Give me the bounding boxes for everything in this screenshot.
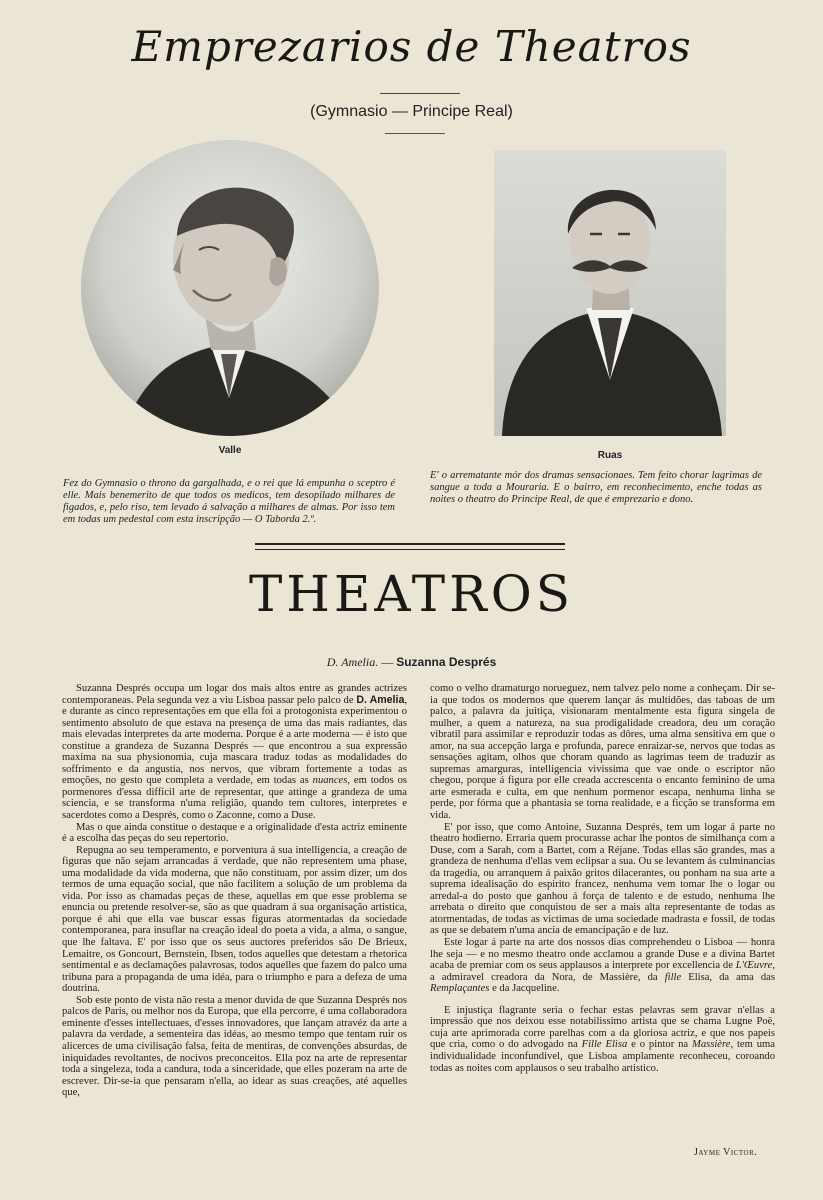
article-text-italic: fille — [664, 971, 682, 983]
caption-name-ruas: Ruas — [597, 450, 623, 461]
article-text: Suzanna Després occupa um logar dos mais altos entre as grandes actrizes contemporaneas. Pela segunda vez a viu Lisboa passar pelo palco de — [62, 683, 407, 706]
subtitle-rule — [385, 133, 445, 134]
article-text-italic: Fille Elisa — [581, 1039, 628, 1051]
article-text-italic: Massière — [692, 1039, 731, 1051]
section-divider-thin — [255, 549, 565, 550]
portrait-ruas-image — [494, 150, 726, 436]
article-text: , a admiravel creadora da Nora, de Massière, da — [430, 960, 775, 983]
article-paragraph — [62, 683, 407, 822]
article-column-right — [430, 683, 775, 1074]
article-dash: — — [378, 655, 397, 669]
caption-name-valle: Valle — [218, 445, 242, 456]
article-paragraph: como o velho dramaturgo norueguez, nem talvez pelo nome a conheçam. Dir se-ia que todos os modernos que querem lançar ás multidões, das taboas de um palco, a palavra da juitiça, visionaram mentalmente esta figura singela de mulher, a quem a natureza, na sua prodigalidade creadora, deu um coração vibratil para assimilar e reproduzir todas as dôres, uma alma sensitiva em que o amor, na sua accepção larga e profunda, parece enraizar-se, nervos que todas as sensações agitam, olhos que choram quando as lagrimas teem de traduzir as supremas amarguras, intelligencia vivissima que vae onde o escriptor não chegou, porque á figura por elle creada accrescenta o encanto feminino de uma arte esmerada e culta, em que nenhum pormenor escapa, nenhuma linha se perde, por fórma que a phantasia se torna realidade, e a ficção se transforma em vida. — [430, 683, 775, 822]
section-divider — [255, 543, 565, 545]
article-text: e o pintor na — [627, 1039, 692, 1051]
page-subtitle: (Gymnasio — Principe Real) — [310, 103, 513, 120]
article-text-italic: nuances — [312, 775, 348, 787]
article-paragraph: Sob este ponto de vista não resta a menor duvida de que Suzanna Després nos palcos de Paris, ou melhor nos da Europa, que ella percorre, é uma collaboradora eminente d'esses intellectuaes, d'esses innovadores, que lançam atravéz da arte a palavra da verdade, a sementeira das idéas, ao mesmo tempo que tentam ruir os alicerces de uma civilisação falsa, feita de mentiras, de convenções absurdas, de iniquidades revoltantes, de nocivos preconceitos. Ella poz na arte de representar toda a singeleza, toda a candura, toda a sinceridade, que elles pozeram na arte de escrever. Dir-se-ia que pensaram n'ella, ao idear as suas creações, até aquelles que, — [62, 994, 407, 1099]
article-paragraph: E' por isso, que como Antoine, Suzanna Després, tem um logar á parte no theatro hodierno. Erraria quem procurasse achar lhe pontos de similhança com a Duse, com a Sarah, com a Bartet, com a Réjane. Todas ellas são grandes, mas a grandeza de nenhuma d'ellas vem eclipsar a sua. Ou se levantem ás culminancias da tragedia, ou arranquem á paixão gritos dilacerantes, ou ponham na sua arte a suprema idealisação do espirito francez, nenhuma vem tomar lhe o logar ou arredal-a do posto que ganhou á força de talento e de estudo, nenhuma lhe arrebata o direito que conquistou de ser a mais alta representante de todas as atormentadas, de todas as victimas de uma sociedade madrasta e fossil, de todas as que se debatem n'uma ancia de emancipação e de luz. — [430, 821, 775, 937]
article-text: Este logar á parte na arte dos nossos dias comprehendeu o Lisboa — honra lhe seja — e no mesmo theatro onde acclamou a grande Duse e a divina Bartet acaba de premiar com os seus applausos a interprete por excellencia de — [430, 937, 775, 972]
article-text: e da Jacqueline. — [489, 983, 560, 995]
article-venue: D. Amelia. — [326, 655, 379, 669]
title-rule — [380, 93, 460, 94]
article-text-bold: D. Amelia — [356, 693, 405, 706]
article-text-italic: L'Œuvre — [735, 960, 773, 972]
article-paragraph — [430, 1005, 775, 1074]
article-text: , e durante as cinco representações em que ella foi a protogonista experimentou o sentimento absoluto de que estava na presença de uma das mais radiantes, das mais elevadas interpretes da arte moderna. Porque é a arte moderna — é isto que constitue a grandeza de Suzanna Després — que encontrou a sua expressão maxima na sua physionomia, cuja mascara traduz todas as modalidades do soffrimento e da angustia, nos nervos, que vibram fortemente a todas as emoções, no gesto que completa a verdade, em todas as — [62, 694, 407, 787]
article-heading — [0, 655, 823, 670]
portrait-valle-photo — [81, 140, 379, 436]
article-paragraph — [430, 937, 775, 995]
article-paragraph: Mas o que ainda constitue o destaque e a originalidade d'esta actriz eminente é a escolha das peças do seu repertorio. — [62, 821, 407, 845]
article-actress: Suzanna Després — [396, 655, 497, 669]
caption-text-valle: Fez do Gymnasio o throno da gargalhada, e o rei que lá empunha o sceptro é elle. Mais benemerito de que todos os medicos, tem desopilado milhares de figados, e, pelo riso, tem levado á salvação a milhares de almas. Por isso tem em todas um pedestal com esta inscripção — O Taborda 2.º. — [63, 478, 395, 525]
portrait-ruas-photo — [494, 150, 726, 436]
caption-text-ruas: E' o arrematante mór dos dramas sensacionaes. Tem feito chorar lagrimas de sangue a toda a Mouraria. E o bairro, em reconhecimento, enche todas as noites o theatro do Principe Real, de que é emprezario e dono. — [430, 470, 762, 505]
portrait-valle-image — [81, 140, 379, 436]
page-title: Emprezarios de Theatros — [131, 22, 692, 71]
article-text: , em todos os pormenores d'essa difficil arte de representar, que attinge a grandeza de uma sciencia, e se transforma n'uma religião, quando tem cultores, interpretes e sacerdotes como a Després, como o Zaconne, como a Duse. — [62, 775, 407, 822]
article-column-left — [62, 683, 407, 1099]
article-text: E injustiça flagrante seria o fechar estas pelavras sem gravar n'ellas a impressão que nos deixou esse notabilissimo artista que se chama Lugne Poë, cuja arte aprimorada corre parelhas com a da gloriosa actriz, e que nos papeis que cria, como o do advogado na — [430, 1004, 775, 1051]
article-signature: Jayme Victor. — [694, 1147, 758, 1158]
article-text: Elisa, da ama das — [681, 971, 775, 983]
article-text-italic: Remplaçantes — [430, 983, 490, 995]
section-title: THEATROS — [248, 565, 575, 623]
article-text: , tem uma individualidade inconfundivel, que Lisboa amplamente reconheceu, coroando todas as noites com applausos o seu trabalho artistico. — [430, 1039, 775, 1074]
article-paragraph: Repugna ao seu temperamento, e porventura á sua intelligencia, a creação de figuras que não sejam arrancadas á verdade, que não representem uma phase, uma modalidade da vida moderna, que não constituam, por assim dizer, um dos termos de uma equação social, que não facilitem a solução de um problema da vida. Por isso as chamadas peças de these, aquellas em que esse problema se enuncia ou pretende resolver-se, são as que quadram á sua organisação artistica, porque é ahi que ella vae buscar essas figuras atormentadas da sociedade contemporanea, para insuflar na creação ideal do poeta a vida, a alma, o sangue, que lhe faltava. E' por isso que os seus auctores preferidos são De Brieux, Lemaitre, os Goncourt, Bernstein, Ibsen, todos aquelles que detestam a rhetorica sentimental e as declamações palavrosas, todos aquelles que fazem do palco uma tribuna para a propaganda de uma idéa, para o triumpho e para a defeza de uma doutrina. — [62, 844, 407, 995]
